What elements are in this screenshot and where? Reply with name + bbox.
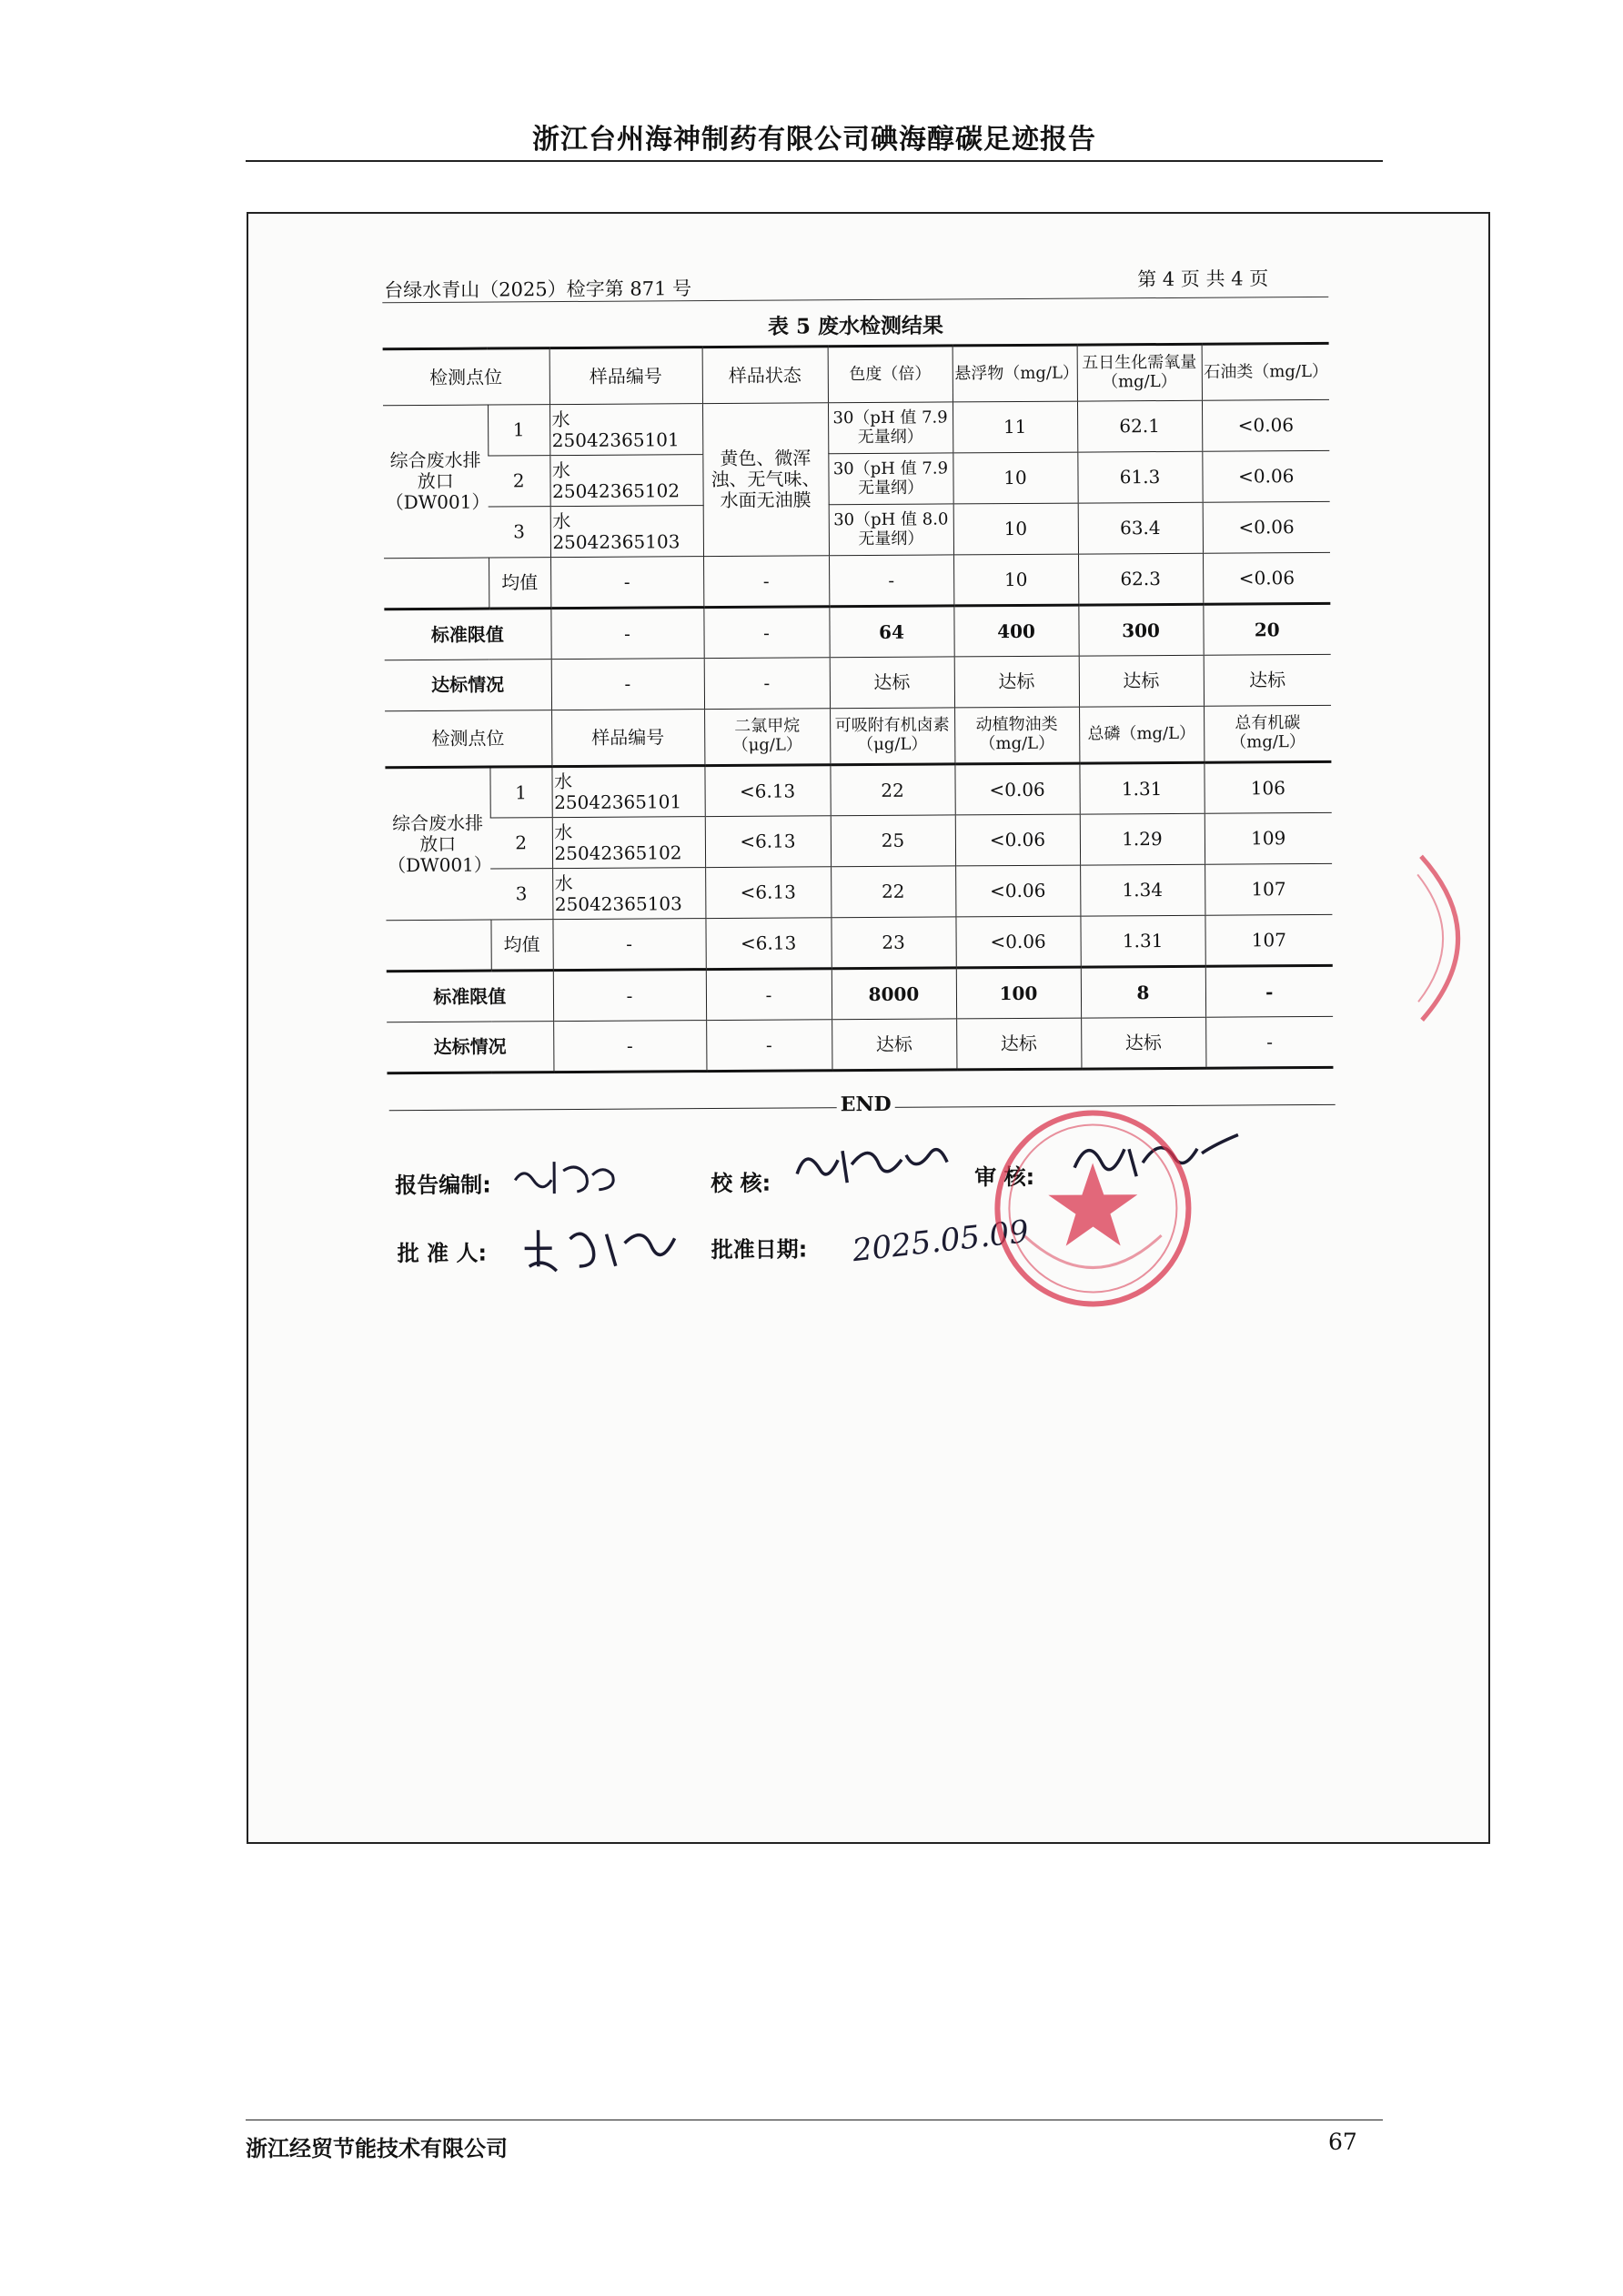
header-cell: 五日生化需氧量（mg/L） <box>1077 344 1202 401</box>
header-cell: 样品编号 <box>551 710 704 767</box>
limit-ss: 400 <box>953 605 1078 657</box>
row-number: 2 <box>488 456 549 507</box>
row-number: 3 <box>490 869 552 920</box>
header-cell: 检测点位 <box>383 348 549 406</box>
bod-value: 61.3 <box>1077 451 1202 503</box>
table-header-row-1 <box>383 343 1329 405</box>
mean-toc: 107 <box>1205 914 1332 966</box>
mean-aox: 23 <box>831 917 955 969</box>
status-row <box>385 654 1331 710</box>
status-dcm: - <box>706 1020 832 1072</box>
page-number: 67 <box>1328 2129 1357 2155</box>
checked-label: 校 核: <box>711 1170 771 1197</box>
checker-signature <box>788 1136 961 1192</box>
blank-cell <box>384 558 489 609</box>
mean-sample: - <box>550 557 703 609</box>
color-value: 30（pH 值 7.9 无量纲） <box>828 402 953 454</box>
ss-value: 10 <box>953 452 1077 504</box>
mean-oil: <0.06 <box>1203 552 1330 604</box>
limit-dcm: - <box>706 969 832 1021</box>
status-sample: - <box>551 659 704 710</box>
animal-oil-value: <0.06 <box>955 814 1080 866</box>
aox-value: 25 <box>831 815 955 867</box>
color-value: 30（pH 值 7.9 无量纲） <box>828 453 953 505</box>
oil-value: <0.06 <box>1202 450 1329 502</box>
toc-value: 106 <box>1204 761 1331 813</box>
mean-dcm: <6.13 <box>705 918 831 970</box>
header-cell: 总磷（mg/L） <box>1079 706 1204 763</box>
mean-state: - <box>703 556 829 608</box>
company-seal <box>970 1098 1245 1336</box>
header-cell: 检测点位 <box>385 710 551 768</box>
oil-value: <0.06 <box>1203 501 1330 553</box>
limit-color: 64 <box>829 606 953 658</box>
row-number: 3 <box>489 507 550 558</box>
header-cell: 样品编号 <box>549 347 702 405</box>
table-row <box>386 863 1332 920</box>
limit-row <box>387 965 1333 1022</box>
mean-label: 均值 <box>489 558 550 609</box>
status-state: - <box>704 658 830 710</box>
mean-color: - <box>829 555 953 607</box>
aox-value: 22 <box>830 764 954 816</box>
status-toc: - <box>1205 1016 1333 1068</box>
oil-value: <0.06 <box>1202 399 1329 451</box>
side-seal-fragment <box>1414 847 1487 1029</box>
status-oil: 达标 <box>1204 654 1331 706</box>
header-rule <box>246 160 1383 162</box>
dcm-value: <6.13 <box>704 765 830 817</box>
mean-label: 均值 <box>490 920 552 971</box>
status-sample: - <box>553 1021 706 1072</box>
compiled-label: 报告编制: <box>395 1172 491 1199</box>
mean-row <box>384 552 1330 609</box>
limit-row <box>384 603 1330 660</box>
toc-value: 109 <box>1205 812 1332 864</box>
tp-value: 1.29 <box>1080 813 1205 865</box>
header-cell: 总有机碳（mg/L） <box>1204 705 1331 762</box>
table-row <box>385 761 1331 818</box>
limit-bod: 300 <box>1078 604 1203 656</box>
sample-id: 水 25042365103 <box>552 868 705 920</box>
animal-oil-value: <0.06 <box>954 763 1079 815</box>
limit-oil: 20 <box>1203 603 1330 655</box>
animal-oil-value: <0.06 <box>955 865 1080 917</box>
bod-value: 63.4 <box>1078 502 1203 554</box>
limit-sample: - <box>553 970 706 1022</box>
status-label: 达标情况 <box>385 660 551 711</box>
limit-toc: - <box>1205 965 1333 1017</box>
status-bod: 达标 <box>1079 655 1204 707</box>
toc-value: 107 <box>1205 863 1332 915</box>
ss-value: 11 <box>953 401 1077 453</box>
end-text: END <box>837 1093 895 1116</box>
sample-id: 水 25042365101 <box>551 766 704 818</box>
mean-bod: 62.3 <box>1078 553 1203 605</box>
header-cell: 悬浮物（mg/L） <box>953 345 1077 402</box>
sample-state: 黄色、微浑浊、无气味、水面无油膜 <box>702 403 829 557</box>
limit-label: 标准限值 <box>384 609 550 660</box>
table-header-row-2 <box>385 705 1331 767</box>
header-cell: 色度（倍） <box>828 346 953 403</box>
table-title: 表 5 废水检测结果 <box>767 313 944 339</box>
blank-cell <box>386 920 490 972</box>
table-row <box>386 812 1332 869</box>
table-row <box>383 399 1329 456</box>
tp-value: 1.31 <box>1079 762 1204 814</box>
status-label: 达标情况 <box>387 1022 553 1073</box>
status-aox: 达标 <box>832 1019 956 1071</box>
header-cell: 可吸附有机卤素（μg/L） <box>830 708 954 765</box>
status-row <box>387 1016 1333 1072</box>
limit-sample: - <box>550 608 703 660</box>
approver-label: 批 准 人: <box>397 1240 488 1267</box>
status-animal-oil: 达标 <box>956 1018 1081 1070</box>
status-ss: 达标 <box>954 656 1079 708</box>
site-cell: 综合废水排放口（DW001） <box>385 767 490 921</box>
dcm-value: <6.13 <box>705 867 831 919</box>
table-row <box>384 501 1330 558</box>
sample-id: 水 25042365102 <box>549 455 702 507</box>
page-info: 第 4 页 共 4 页 <box>1137 267 1269 291</box>
mean-animal-oil: <0.06 <box>955 916 1080 968</box>
dcm-value: <6.13 <box>705 816 831 868</box>
header-cell: 样品状态 <box>702 347 828 404</box>
footer-company: 浙江经贸节能技术有限公司 <box>246 2136 508 2161</box>
bod-value: 62.1 <box>1077 400 1202 452</box>
limit-state: - <box>703 607 829 659</box>
header-cell: 二氯甲烷（μg/L） <box>704 709 830 766</box>
color-value: 30（pH 值 8.0 无量纲） <box>829 504 953 556</box>
approver-signature <box>515 1215 679 1275</box>
status-color: 达标 <box>830 657 954 709</box>
row-number: 1 <box>489 767 551 818</box>
row-number: 1 <box>488 405 549 456</box>
page-header: 浙江台州海神制药有限公司碘海醇碳足迹报告 <box>532 124 1096 156</box>
limit-animal-oil: 100 <box>956 967 1081 1019</box>
ss-value: 10 <box>953 503 1078 555</box>
mean-tp: 1.31 <box>1080 915 1205 967</box>
row-number: 2 <box>490 818 552 869</box>
mean-sample: - <box>552 919 705 971</box>
approval-date-handwritten: 2025.05.09 <box>851 1213 1031 1270</box>
tp-value: 1.34 <box>1080 864 1205 916</box>
wastewater-results-table <box>383 342 1334 1074</box>
compiler-signature <box>510 1153 629 1199</box>
header-cell: 石油类（mg/L） <box>1202 343 1329 400</box>
table-row <box>383 450 1329 507</box>
scanned-report-page <box>247 212 1490 1844</box>
sample-id: 水 25042365103 <box>550 506 703 558</box>
header-cell: 动植物油类（mg/L） <box>954 707 1079 764</box>
limit-aox: 8000 <box>832 968 956 1020</box>
status-tp: 达标 <box>1081 1017 1205 1069</box>
sample-id: 水 25042365101 <box>549 404 702 456</box>
sample-id: 水 25042365102 <box>552 817 705 869</box>
mean-ss: 10 <box>953 554 1078 606</box>
site-cell: 综合废水排放口（DW001） <box>383 405 489 559</box>
mean-row <box>386 914 1332 971</box>
aox-value: 22 <box>831 866 955 918</box>
approval-date-label: 批准日期: <box>711 1236 808 1264</box>
report-reference-number: 台绿水青山（2025）检字第 871 号 <box>384 277 692 302</box>
reviewed-label: 审 核: <box>974 1163 1035 1191</box>
limit-tp: 8 <box>1081 966 1205 1018</box>
limit-label: 标准限值 <box>387 971 553 1022</box>
